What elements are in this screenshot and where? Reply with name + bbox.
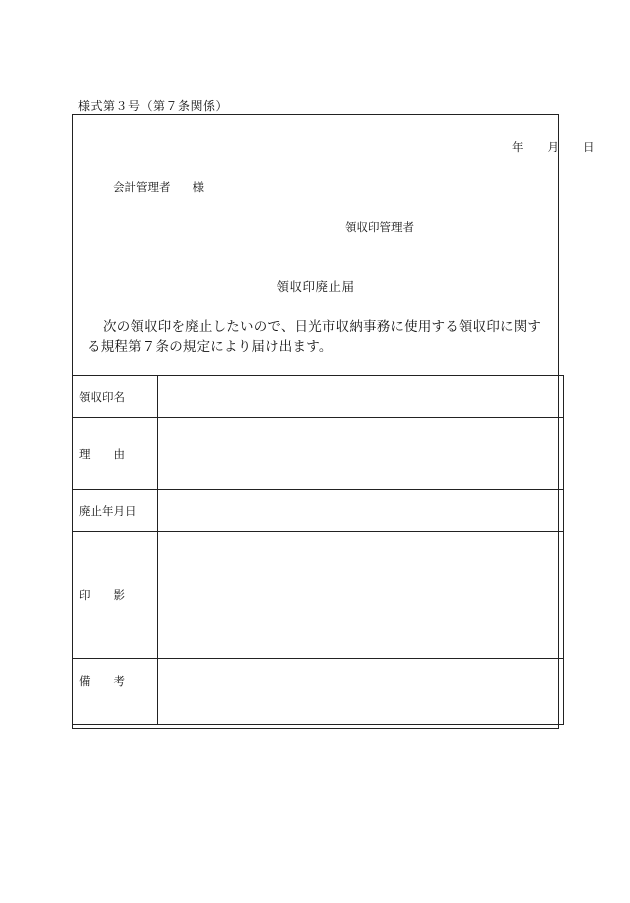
table-row — [73, 490, 564, 532]
addressee-honorific: 様 — [192, 180, 204, 194]
body-text: 次の領収印を廃止したいので、日光市収納事務に使用する領収印に関する規程第７条の規定により届け出ます。 — [87, 319, 542, 355]
form-number: 様式第３号（第７条関係） — [78, 99, 229, 113]
table-row — [73, 418, 564, 490]
field-label-reason: 理 由 — [73, 418, 158, 490]
field-value-remarks[interactable] — [158, 659, 564, 725]
date-line — [512, 139, 595, 155]
field-value-seal-impression[interactable] — [158, 532, 564, 659]
addressee — [113, 179, 204, 195]
date-month-label: 月 — [547, 140, 559, 154]
field-value-reason[interactable] — [158, 418, 564, 490]
date-year-label: 年 — [512, 140, 524, 154]
date-day-label: 日 — [583, 140, 595, 154]
table-row — [73, 532, 564, 659]
field-label-remarks: 備 考 — [73, 659, 158, 725]
form-box — [72, 114, 595, 729]
table-row — [73, 376, 564, 418]
field-label-seal-name: 領収印名 — [73, 376, 158, 418]
form-title: 領収印廃止届 — [276, 279, 355, 294]
table-row — [73, 659, 564, 725]
addressee-name: 会計管理者 — [113, 180, 171, 194]
field-label-seal-impression: 印 影 — [73, 532, 158, 659]
field-value-seal-name[interactable] — [158, 376, 564, 418]
field-label-abolition-date: 廃止年月日 — [73, 490, 158, 532]
form-table — [72, 375, 564, 725]
field-value-abolition-date[interactable] — [158, 490, 564, 532]
sender-title: 領収印管理者 — [345, 220, 414, 234]
